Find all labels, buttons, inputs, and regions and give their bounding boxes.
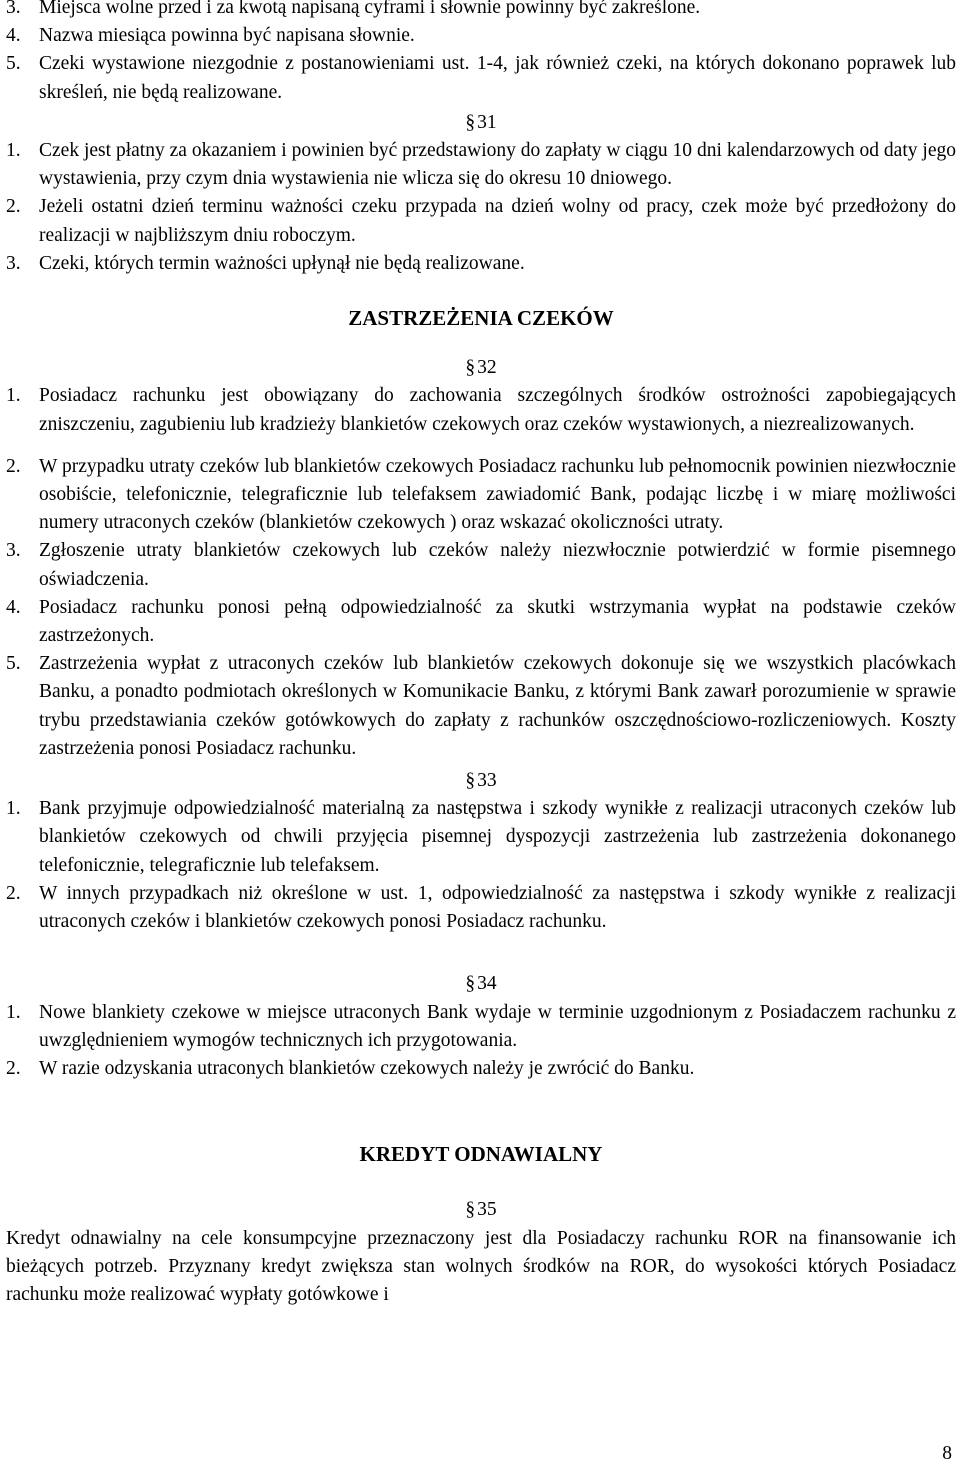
item-text: Bank przyjmuje odpowiedzialność materialną za następstwa i szkody wynikłe z realizacji utraconych czeków lub blankietów czekowych od chwili przyjęcia pisemnej dyspozycji zastrzeżenia lub zastrzeżenia dokonanego telefonicznie, telegraficznie lub telefaksem. <box>39 798 956 876</box>
numbered-list <box>6 999 956 1084</box>
item-number: 3. <box>6 0 21 18</box>
section-title <box>6 1196 956 1224</box>
item-number: 2. <box>6 455 21 477</box>
list-item <box>6 22 956 50</box>
section-sign: § <box>465 357 478 379</box>
numbered-list <box>6 0 956 107</box>
item-number: 4. <box>6 596 21 618</box>
section-sign: § <box>465 973 478 995</box>
section-sign: § <box>465 770 478 792</box>
item-text: Miejsca wolne przed i za kwotą napisaną cyframi i słownie powinny być zakreślone. <box>39 0 701 18</box>
item-text: Czek jest płatny za okazaniem i powinien być przedstawiony do zapłaty w ciągu 10 dni kalendarzowych od daty jego wystawienia, przy czym dnia wystawienia nie wlicza się do okresu 10 dniowego. <box>39 140 956 190</box>
section-title <box>6 109 956 137</box>
item-text: Posiadacz rachunku ponosi pełną odpowiedzialność za skutki wstrzymania wypłat na podstawie czeków zastrzeżonych. <box>39 596 956 647</box>
section-number: 32 <box>477 357 497 379</box>
item-text: W innych przypadkach niż określone w ust. 1, odpowiedzialność za następstwa i szkody wynikłe z realizacji utraconych czeków i blankietów czekowych ponosi Posiadacz rachunku. <box>39 882 956 933</box>
list-item <box>6 650 956 763</box>
section-sign: § <box>465 1199 478 1221</box>
section-title <box>6 970 956 998</box>
section-title <box>6 767 956 795</box>
item-number: 2. <box>6 882 21 904</box>
document-page <box>6 0 956 1309</box>
item-text: Czeki wystawione niezgodnie z postanowieniami ust. 1-4, jak również czeki, na których dokonano poprawek lub skreśleń, nie będą realizowane. <box>39 53 956 103</box>
list-item <box>6 594 956 650</box>
list-item <box>6 382 956 438</box>
item-number: 4. <box>6 25 21 47</box>
numbered-list <box>6 382 956 763</box>
item-text: Nowe blankiety czekowe w miejsce utraconych Bank wydaje w terminie uzgodnionym z Posiadaczem rachunku z uwzględnieniem wymogów technicznych ich przygotowania. <box>39 1001 956 1051</box>
item-number: 5. <box>6 653 21 675</box>
list-item <box>6 453 956 538</box>
section-sign: § <box>465 111 478 133</box>
list-item <box>6 193 956 249</box>
list-item <box>6 880 956 936</box>
item-text: Jeżeli ostatni dzień terminu ważności czeku przypada na dzień wolny od pracy, czek może być przedłożony do realizacji w najbliższym dniu roboczym. <box>39 196 956 246</box>
item-number: 1. <box>6 140 21 162</box>
item-number: 2. <box>6 1057 21 1079</box>
section-title <box>6 354 956 382</box>
chapter-heading: KREDYT ODNAWIALNY <box>359 1142 603 1167</box>
item-text: W przypadku utraty czeków lub blankietów czekowych Posiadacz rachunku lub pełnomocnik powinien niezwłocznie osobiście, telefonicznie, telegraficznie lub telefaksem zawiadomić Bank, podając liczbę i w miarę możliwości numery utraconych czeków (blankietów czekowych ) oraz wskazać okoliczności utraty. <box>39 455 956 534</box>
section-number: 35 <box>477 1199 497 1221</box>
body-paragraph: Kredyt odnawialny na cele konsumpcyjne przeznaczony jest dla Posiadaczy rachunku ROR na finansowanie ich bieżących potrzeb. Przyznany kredyt zwiększa stan wolnych środków na ROR, do wysokości których Posiadacz rachunku może realizować wypłaty gotówkowe i <box>6 1227 956 1305</box>
item-text: Czeki, których termin ważności upłynął nie będą realizowane. <box>39 252 525 274</box>
list-item <box>6 50 956 106</box>
section-number: 31 <box>477 111 497 133</box>
item-number: 3. <box>6 540 21 562</box>
item-text: Posiadacz rachunku jest obowiązany do zachowania szczególnych środków ostrożności zapobiegających zniszczeniu, zagubieniu lub kradzieży blankietów czekowych oraz czeków wystawionych, a niezrealizowanych. <box>39 385 956 435</box>
numbered-list <box>6 137 956 278</box>
list-item <box>6 999 956 1055</box>
list-item <box>6 250 956 278</box>
chapter-heading: ZASTRZEŻENIA CZEKÓW <box>348 306 614 331</box>
item-text: Zgłoszenie utraty blankietów czekowych lub czeków należy niezwłocznie potwierdzić w formie pisemnego oświadczenia. <box>39 540 956 590</box>
list-item <box>6 537 956 593</box>
page-number: 8 <box>942 1443 952 1464</box>
item-number: 1. <box>6 385 21 407</box>
item-text: Nazwa miesiąca powinna być napisana słownie. <box>39 25 415 47</box>
list-item <box>6 795 956 880</box>
item-text: Zastrzeżenia wypłat z utraconych czeków lub blankietów czekowych dokonuje się we wszystkich placówkach Banku, a ponadto podmiotach określonych w Komunikacie Banku, z którymi Bank zawarł porozumienie w sprawie trybu przedstawiania czeków gotówkowych do zapłaty z rachunków oszczędnościowo-rozliczeniowych. Koszty zastrzeżenia ponosi Posiadacz rachunku. <box>39 653 956 759</box>
item-number: 3. <box>6 252 21 274</box>
item-number: 5. <box>6 53 21 75</box>
item-number: 1. <box>6 798 21 820</box>
section-number: 34 <box>477 973 497 995</box>
list-item <box>6 0 956 22</box>
numbered-list <box>6 795 956 936</box>
list-item <box>6 137 956 193</box>
item-number: 1. <box>6 1001 21 1023</box>
item-text: W razie odzyskania utraconych blankietów czekowych należy je zwrócić do Banku. <box>39 1057 695 1079</box>
item-number: 2. <box>6 196 21 218</box>
section-number: 33 <box>477 770 497 792</box>
list-item <box>6 1055 956 1083</box>
